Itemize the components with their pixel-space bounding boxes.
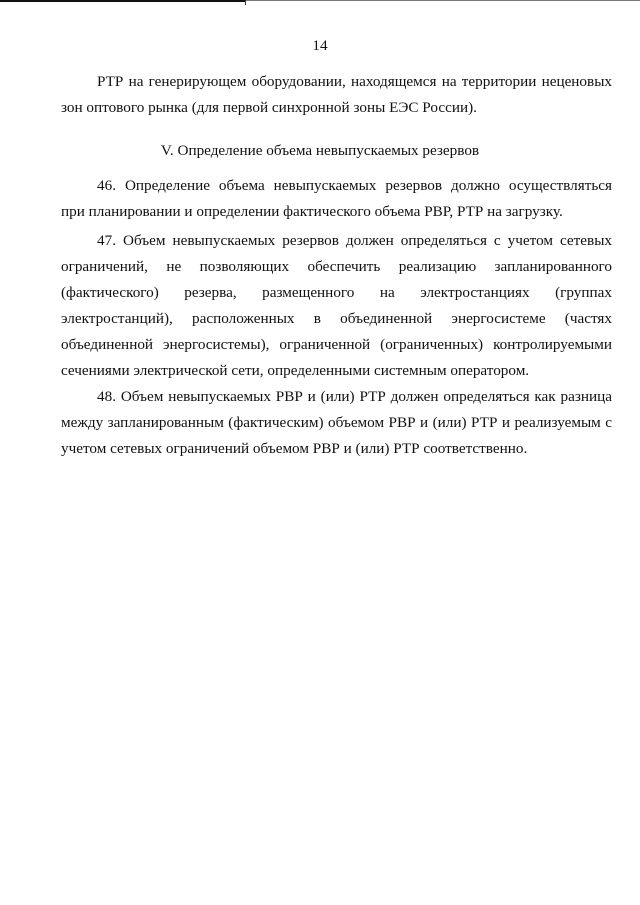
continuation-line-1: РТР на генерирующем оборудовании, находящемся на территории неценовых [97,73,612,90]
continuation-line-2: зон оптового рынка (для первой синхронной зоны ЕЭС России). [61,99,477,116]
paragraph-47-line: объединенной энергосистемы), ограниченной (ограниченных) контролируемыми [61,336,612,353]
paragraph-48-line: между запланированным (фактическим) объемом РВР и (или) РТР и реализуемым с [61,414,612,431]
page-number: 14 [312,37,328,54]
section-heading: V. Определение объема невыпускаемых резервов [160,142,480,159]
page-top-rule [0,0,245,2]
paragraph-48-line: 48. Объем невыпускаемых РВР и (или) РТР должен определяться как разница [97,388,612,405]
paragraph-47-line: ограничений, не позволяющих обеспечить реализацию запланированного [61,258,612,275]
paragraph-47-line: электростанций), расположенных в объединенной энергосистеме (частях [61,310,612,327]
paragraph-46-line: при планировании и определении фактического объема РВР, РТР на загрузку. [61,203,563,220]
paragraph-48-line: учетом сетевых ограничений объемом РВР и (или) РТР соответственно. [61,440,528,457]
paragraph-47-line: 47. Объем невыпускаемых резервов должен определяться с учетом сетевых [97,232,612,249]
paragraph-47-line: (фактического) резерва, размещенного на электростанциях (группах [61,284,612,301]
paragraph-46-line: 46. Определение объема невыпускаемых резервов должно осуществляться [97,177,612,194]
paragraph-47-line: сечениями электрической сети, определенными системным оператором. [61,362,530,379]
page-top-tick [245,0,246,5]
